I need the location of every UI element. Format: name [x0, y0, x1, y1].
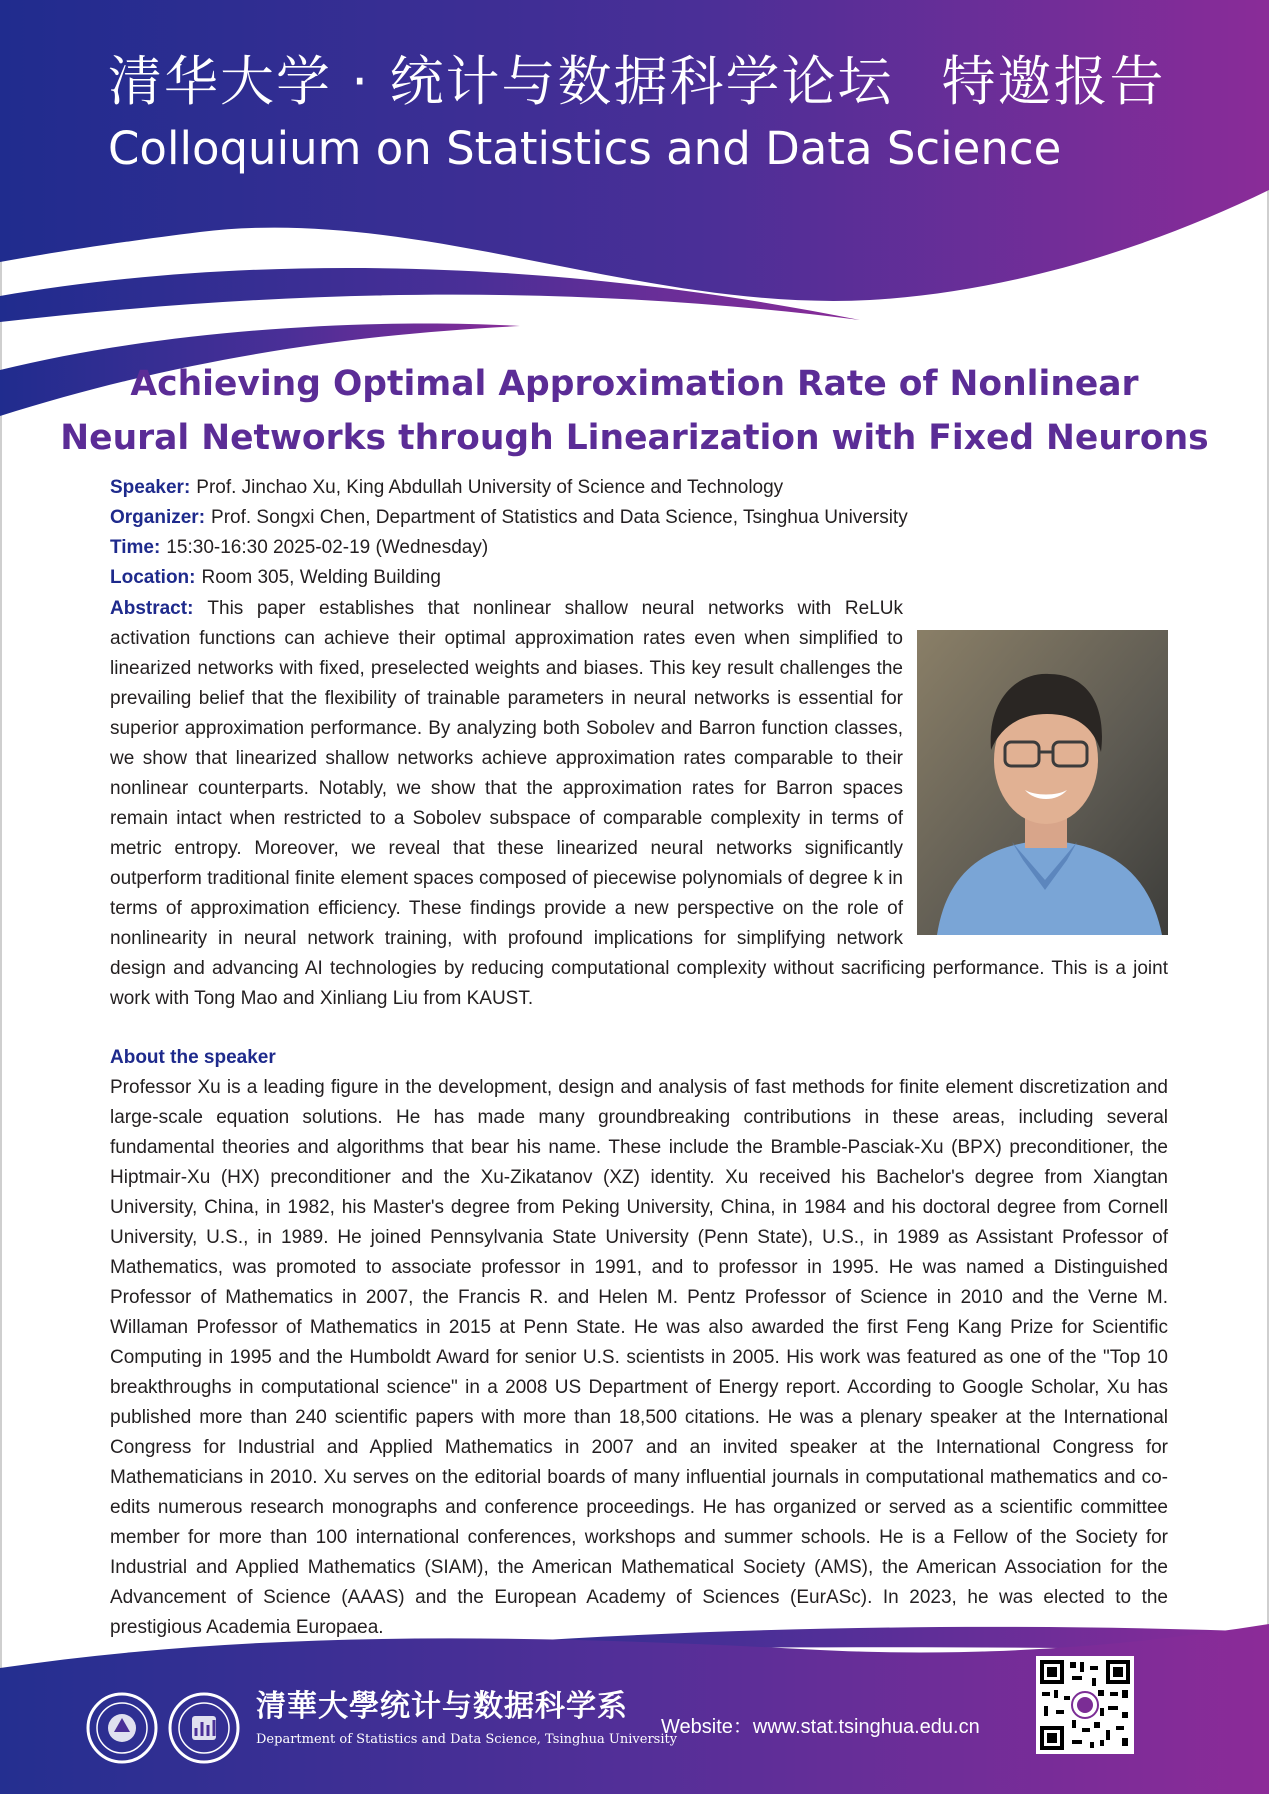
header-title-cn — [108, 50, 1166, 113]
department-seal-icon — [168, 1692, 240, 1764]
speaker-photo — [917, 630, 1168, 935]
abstract-label: Abstract: — [110, 598, 194, 619]
time-row — [110, 533, 1170, 563]
organizer-label: Organizer: — [110, 507, 206, 528]
time-value: 15:30-16:30 2025-02-19 (Wednesday) — [166, 537, 489, 558]
abstract — [110, 594, 1168, 1014]
department-name-cn: 清華大學统计与数据科学系 — [256, 1689, 628, 1724]
about-heading: About the speaker — [110, 1047, 276, 1068]
website-label: Website： — [661, 1716, 753, 1738]
location-row — [110, 563, 1170, 593]
talk-title-line2: Neural Networks through Linearization with Fixed Neurons — [60, 418, 1209, 458]
speaker-row — [110, 473, 1170, 503]
speaker-label: Speaker: — [110, 477, 191, 498]
website-link[interactable]: www.stat.tsinghua.edu.cn — [752, 1716, 980, 1738]
location-value: Room 305, Welding Building — [201, 567, 441, 588]
time-label: Time: — [110, 537, 161, 558]
speaker-value: Prof. Jinchao Xu, King Abdullah University of Science and Technology — [196, 477, 784, 498]
university-seal-icon — [86, 1692, 158, 1764]
abstract-text: This paper establishes that nonlinear shallow neural networks with ReLUk activation functions can achieve their optimal approximation rates even when simplified to linearized networks with fixed, preselected weights and biases. This key result challenges the prevailing belief that the flexibility of trainable parameters in neural networks is essential for superior approximation performance. By analyzing both Sobolev and Barron function classes, we show that linearized shallow networks achieve approximation rates comparable to their nonlinear counterparts. Notably, we show that the approximation rates for Barron spaces remain intact when restricted to a Sobolev subspace of comparable complexity in terms of metric entropy. Moreover, we reveal that these linearized neural networks significantly outperform traditional finite element spaces composed of piecewise polynomials of degree k in terms of approximation efficiency. These findings provide a new perspective on the role of nonlinearity in neural network training, with profound implications for simplifying network design and advancing AI technologies by reducing computational complexity without sacrificing performance. This is a joint work with Tong Mao and Xinliang Liu from KAUST. — [110, 598, 1168, 1009]
about-text: Professor Xu is a leading figure in the development, design and analysis of fast methods for finite element discretization and large-scale equation solutions. He has made many groundbreaking contributions in these areas, including several fundamental theories and algorithms that bear his name. These include the Bramble-Pasciak-Xu (BPX) preconditioner, the Hiptmair-Xu (HX) preconditioner and the Xu-Zikatanov (XZ) identity. Xu received his Bachelor's degree from Xiangtan University, China, in 1982, his Master's degree from Peking University, China, in 1984 and his doctoral degree from Cornell University, U.S., in 1989. He joined Pennsylvania State University (Penn State), U.S., in 1989 as Assistant Professor of Mathematics, was promoted to associate professor in 1991, and to professor in 1995. He was named a Distinguished Professor of Mathematics in 2007, the Francis R. and Helen M. Pentz Professor of Science in 2010 and the Verne M. Willaman Professor of Mathematics in 2015 at Penn State. He was also awarded the first Feng Kang Prize for Scientific Computing in 1995 and the Humboldt Award for senior U.S. scientists in 2005. His work was featured as one of the "Top 10 breakthroughs in computational science" in a 2008 US Department of Energy report. According to Google Scholar, Xu has published more than 240 scientific papers with more than 18,500 citations. He was a plenary speaker at the International Congress for Industrial and Applied Mathematics in 2007 and an invited speaker at the International Congress for Mathematicians in 2010. Xu serves on the editorial boards of many influential journals in computational mathematics and co-edits numerous research monographs and conference proceedings. He has organized or served as a scientific committee member for more than 100 international conferences, workshops and summer schools. He is a Fellow of the Society for Industrial and Applied Mathematics (SIAM), the American Mathematical Society (AMS), the American Association for the Advancement of Science (AAAS) and the European Academy of Sciences (EurASc). In 2023, he was elected to the prestigious Academia Europaea. — [110, 1077, 1168, 1638]
organizer-row — [110, 503, 1170, 533]
organizer-value: Prof. Songxi Chen, Department of Statistics and Data Science, Tsinghua University — [211, 507, 908, 528]
header-title-cn-right: 特邀报告 — [941, 50, 1166, 113]
header-title-cn-left: 清华大学 · 统计与数据科学论坛 — [108, 50, 894, 113]
department-name-en: Department of Statistics and Data Science, Tsinghua University — [256, 1732, 678, 1747]
talk-title-line1: Achieving Optimal Approximation Rate of Nonlinear — [130, 364, 1139, 404]
qr-code-icon[interactable] — [1036, 1656, 1134, 1754]
header-title-en: Colloquium on Statistics and Data Science — [108, 122, 1062, 175]
location-label: Location: — [110, 567, 196, 588]
website — [661, 1717, 980, 1737]
